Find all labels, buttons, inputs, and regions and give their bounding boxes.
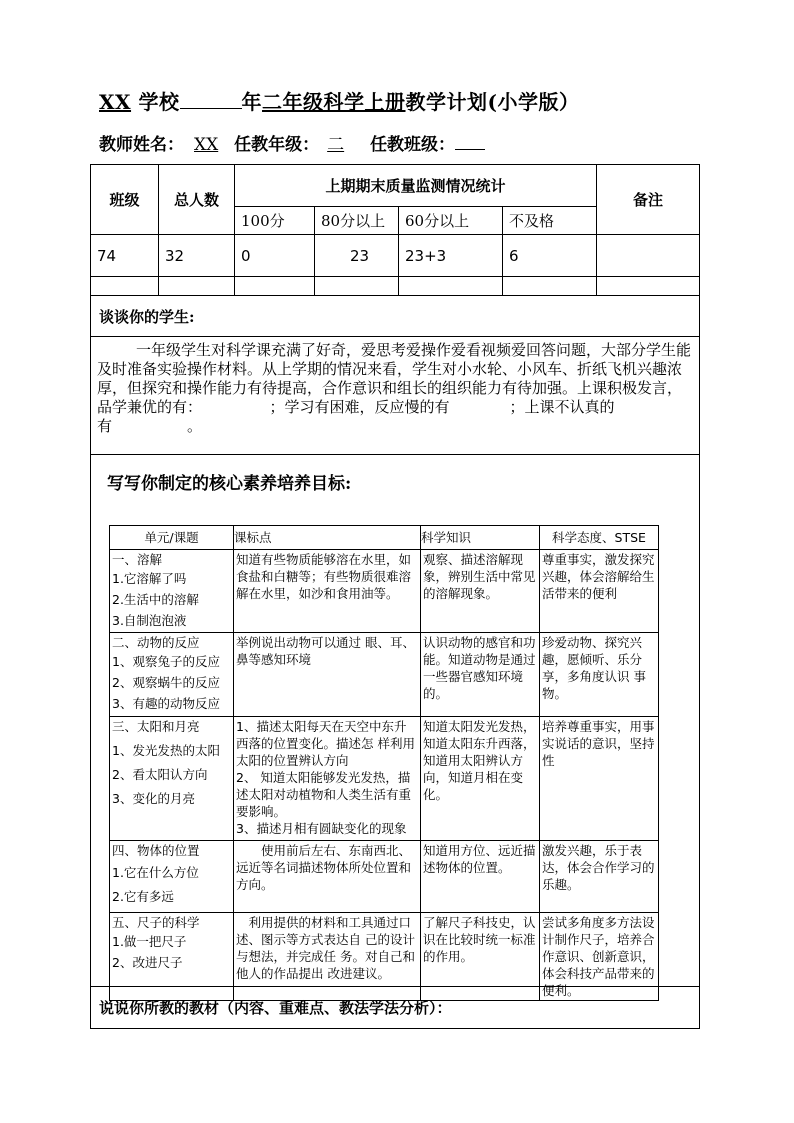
standard-cell: 利用提供的材料和工具通过口述、图示等方式表达自 己的设计与想法，并完成任 务。对自己和他人的作品提出 改进建议。 — [234, 913, 421, 1001]
attitude-cell: 培养尊重事实，用事实说话的意识，坚持性 — [540, 717, 659, 841]
knowledge-cell: 知道用方位、远近描述物体的位置。 — [421, 841, 540, 913]
students-heading: 谈谈你的学生: — [91, 296, 700, 337]
unit-cell: 一、溶解 1.它溶解了吗 2.生活中的溶解 3.自制泡泡液 — [110, 550, 234, 633]
standard-cell: 使用前后左右、东南西北、远近等名词描述物体所处位置和方向。 — [234, 841, 421, 913]
goals-header-knowledge: 科学知识 — [421, 526, 540, 550]
cell-80: 23 — [315, 235, 399, 277]
cell-60: 23+3 — [399, 235, 503, 277]
knowledge-cell: 观察、描述溶解现象，辨别生活中常见的溶解现象。 — [421, 550, 540, 633]
cell-fail: 6 — [503, 235, 597, 277]
page-title: XX 学校 年二年级科学上册教学计划(小学版） — [99, 90, 580, 114]
grade-value: 二 — [327, 135, 345, 155]
table-row — [110, 633, 659, 717]
table-row — [110, 913, 659, 1001]
header-total: 总人数 — [159, 165, 235, 235]
standard-cell: 知道有些物质能够溶在水里，如食盐和白糖等；有些物质很难溶解在水里，如沙和食用油等。 — [234, 550, 421, 633]
header-stats: 上期期末质量监测情况统计 — [235, 165, 597, 207]
knowledge-cell: 知道太阳发光发热，知道太阳东升西落，知道用太阳辨认方向，知道月相在变化。 — [421, 717, 540, 841]
goals-heading: 写写你制定的核心素养培养目标: — [107, 474, 352, 494]
standard-cell: 举例说出动物可以通过 眼、耳、鼻等感知环境 — [234, 633, 421, 717]
students-text: 一年级学生对科学课充满了好奇，爱思考爱操作爱看视频爱回答问题，大部分学生能及时准备实验操作材料。从上学期的情况来看，学生对小水轮、小风车、折纸飞机兴趣浓厚，但探究和操作能力有待提高，合作意识和组长的组织能力有待加强。上课积极发言，品学兼优的有： ；学习有困难，反应慢的有 ；上课不认真的有 。 — [91, 337, 700, 455]
unit-cell: 四、物体的位置 1.它在什么方位 2.它有多远 — [110, 841, 234, 913]
header-note: 备注 — [597, 165, 700, 235]
goals-header-standard: 课标点 — [234, 526, 421, 550]
goals-header-attitude: 科学态度、STSE — [540, 526, 659, 550]
attitude-cell: 珍爱动物、探究兴趣，愿倾听、乐分享，多角度认识 事物。 — [540, 633, 659, 717]
subheader-60: 60分以上 — [399, 207, 503, 235]
attitude-cell: 尝试多角度多方法设计制作尺子，培养合作意识、创新意识，体会科技产品带来的便利。 — [540, 913, 659, 1001]
knowledge-cell: 了解尺子科技史，认识在比较时统一标准的作用。 — [421, 913, 540, 1001]
knowledge-cell: 认识动物的感官和功能。知道动物是通过一些器官感知环境的。 — [421, 633, 540, 717]
year-blank — [180, 108, 242, 109]
class-blank — [455, 149, 485, 150]
materials-heading: 说说你所教的教材（内容、重难点、教法学法分析）： — [91, 987, 700, 1029]
table-row — [110, 717, 659, 841]
goals-table — [109, 525, 659, 1001]
attitude-cell: 激发兴趣，乐于表达，体会合作学习的乐趣。 — [540, 841, 659, 913]
subheader-100: 100分 — [235, 207, 315, 235]
header-class: 班级 — [91, 165, 159, 235]
subheader-80: 80分以上 — [315, 207, 399, 235]
cell-note — [597, 235, 700, 277]
cell-total: 32 — [159, 235, 235, 277]
attitude-cell: 尊重事实，激发探究兴趣，体会溶解给生活带来的便利 — [540, 550, 659, 633]
cell-class: 74 — [91, 235, 159, 277]
cell-100: 0 — [235, 235, 315, 277]
unit-cell: 三、太阳和月亮 1、发光发热的太阳 2、看太阳认方向 3、变化的月亮 — [110, 717, 234, 841]
goals-header-unit: 单元/课题 — [110, 526, 234, 550]
unit-cell: 五、尺子的科学 1.做一把尺子 2、改进尺子 — [110, 913, 234, 1001]
standard-cell: 1、描述太阳每天在天空中东升西落的位置变化。描述怎 样利用太阳的位置辨认方向 2、 知道太阳能够发光发热，描述太阳对动植物和人类生活有重要影响。 3、描述月相有圆缺变化的现象 — [234, 717, 421, 841]
table-row — [110, 550, 659, 633]
unit-cell: 二、动物的反应 1、观察兔子的反应 2、观察蜗牛的反应 3、有趣的动物反应 — [110, 633, 234, 717]
subheader-fail: 不及格 — [503, 207, 597, 235]
table-row — [110, 841, 659, 913]
teacher-name: XX — [194, 135, 219, 155]
teacher-info: 教师姓名： XX 任教年级： 二 任教班级： — [99, 130, 485, 155]
